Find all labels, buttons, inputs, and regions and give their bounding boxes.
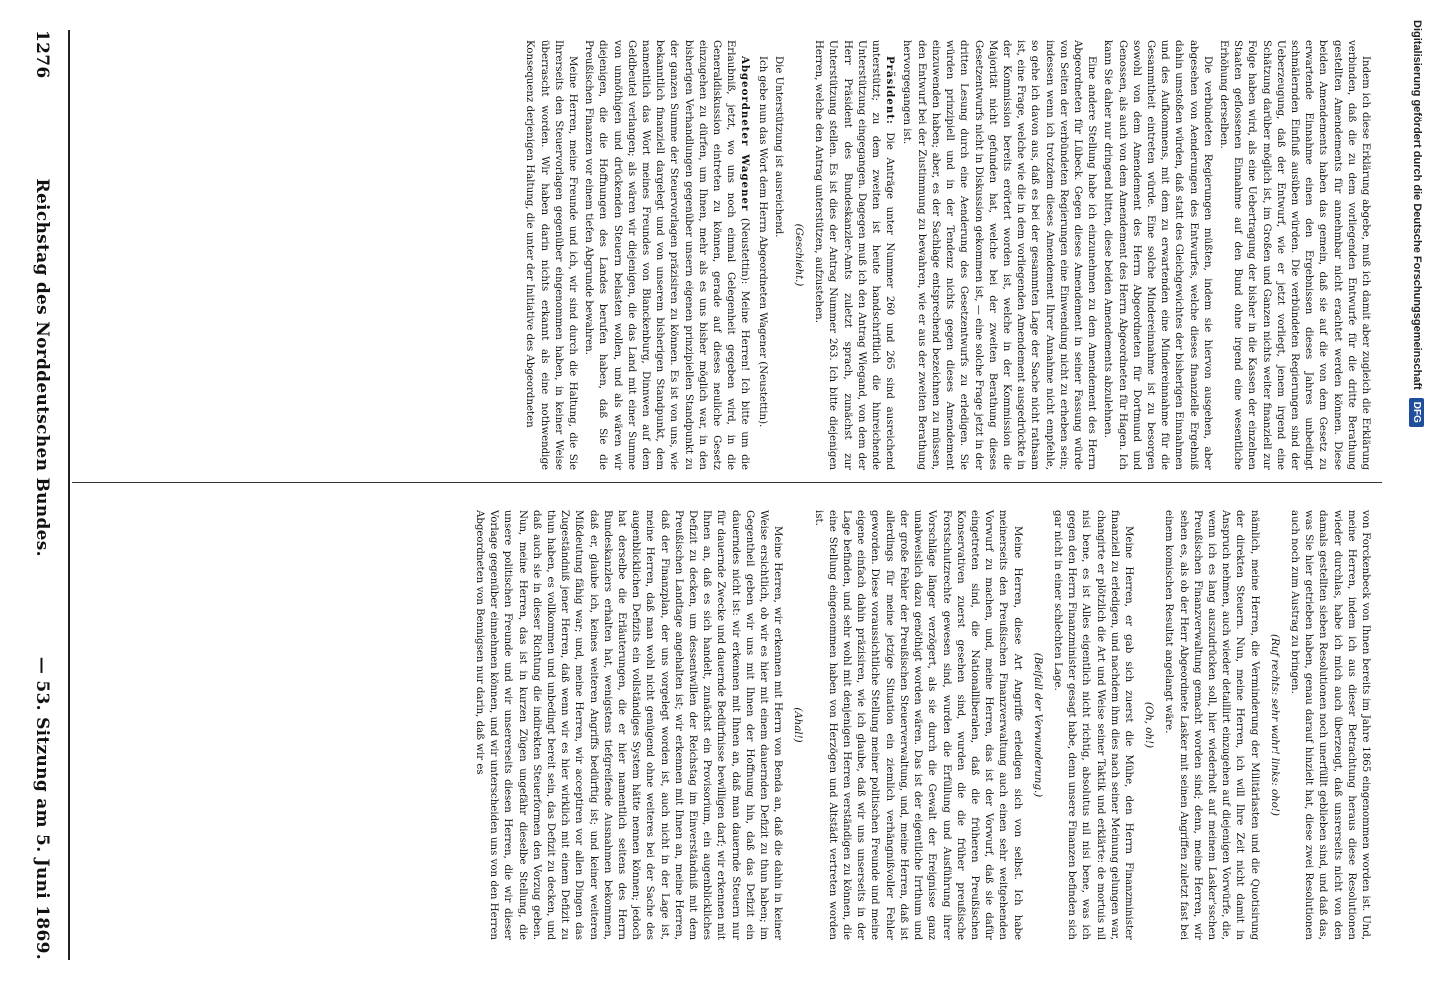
reaction: (Geschieht.) — [793, 223, 805, 287]
reaction: (Ahal!) — [792, 707, 804, 743]
column-divider — [72, 482, 1382, 483]
session-title: — 53. Sitzung am 5. Juni 1869. — [32, 656, 52, 960]
page-number: 1276 — [32, 30, 52, 79]
paragraph: Eine andere Stellung habe ich einzunehmen zu dem Amendement des Herrn Abgeordneten für Lübeck. Gegen dieses Amendement in seiner Fassung würde von Seiten der verbündeten Regierungen eine Einwendung nicht zu erheben sein; indessen wenn ich trotzdem dieses Amendement Ihrer Annahme nicht empfehle, so gehe ich davon aus, daß es bei der gesammten Lage der Sache nicht rathsam ist, eine Frage, welche wie die in dem vorliegenden Amendement ausgedrückte in der Kommission bereits erörtert worden ist, welche in der Kommission die Majorität nicht gefunden hat, welche bei der zweiten Berathung dieses Gesetzentwurfs nicht in Diskussion gekommen ist, — eine solche Frage jetzt in der dritten Lesung durch eine Aenderung des Gesetzentwurfs zu erledigen. Sie würden prinzipiell und in der Tendenz nichts gegen dieses Amendement einzuwenden haben; aber, es der Sachlage entsprechend bezeichnen zu müssen, den Entwurf bei der Zustimmung zu bewahren, wie er aus der zweiten Berathung hervorgegangen ist. — [901, 40, 1098, 470]
paragraph: Indem ich diese Erklärung abgebe, muß ich damit aber zugleich die Erklärung verbinden, daß die zu dem vorliegenden Entwurfe für die dritte Berathung gestellten Amendements für annehmbar nicht erachtet werden können. Diese beiden Amendements haben das gemein, daß sie auf die von dem Gesetz zu erwartende Einnahme einen den Ergebnissen dieses Jahres unbedingt schmälernden Einfluß ausüben würden. Die verbündeten Regierungen sind der Ueberzeugung, daß der Entwurf, wie er jetzt vorliegt, jenem irgend eine Schätzung darüber möglich ist, im Großen und Ganzen nichts weiter finanziell zur Folge haben wird, als eine Uebertragung der bisher in die Kassen der einzelnen Staaten geflossenen Einnahme auf den Bund ohne irgend eine wesentliche Erhöhung derselben. — [1217, 40, 1371, 470]
paragraph — [811, 40, 897, 470]
paragraph: Ich gebe nun das Wort dem Herrn Abgeordneten Wagener (Neustettin). — [756, 56, 768, 428]
digitization-note: Digitalisierung gefördert durch die Deutsche Forschungsgemeinschaft — [1411, 20, 1423, 390]
speech-text: (Neustettin): Meine Herren! Ich bitte um die Erlaubniß, jetzt, wo uns noch einmal Gelegenheit gegeben wird, in die Generaldiskussion eintreten zu können, gerade auf dieses neuliche Gesetz einzugehen zu dürfen, um Ihnen, mehr als es uns bisher möglich war, in den bisherigen Verhandlungen gegenüber unsern eigenen prinzipiellen Standpunkt zu der ganzen Summe der Steuervorlagen präzisiren zu können. Es ist von uns, wie bekanntlich finanziell dargelegt und von unserem bisherigen Standpunkt, dem namentlich das Wort meines Freundes von Blanckenburg, Dinnwen auf dem Geldbeutel verlangen; als wären wir diejenigen, die das Land mit einer Summe von unnöthigen und drückenden Steuern belasten wollen, und als wären wir diejenigen, die die Hoffnungen des Landes berufen haben, daß Sie die Preußischen Finanzen vor einem tiefen Abgrunde bewahren. — [583, 40, 751, 470]
paragraph: Die verbündeten Regierungen müßten, indem sie hiervon ausgehen, aber abgesehen von Aenderungen des Entwurfes, welche dieses finanzielle Ergebniß dahin umstoßen würden, daß statt des Gleichgewichtes der bisherigen Einnahmen und des Aufkommens, mit dem zu erwartenden eine Mindereinnahme für die Gesammtheit eintreten würde. Eine solche Mindereinnahme ist zu besorgen sowohl von dem Amendement des Herrn Abgeordneten für Dortmund und Genossen, als auch von dem Amendement des Herrn Abgeordneten für Hagen. Ich kann Sie daher nur dringend bitten, diese beiden Amendements abzulehnen. — [1102, 40, 1213, 470]
paragraph: Meine Herren, diese Art Angriffe erledigen sich von selbst. Ich habe meinerseits den Preußischen Finanzverwaltung auch einen sehr weitgehenden Vorwurf zu machen, und, meine Herren, das ist der Vorwurf, daß sie dafür eingetreten sind, die Nationalliberalen, daß die früheren Preußischen Konservativen zuerst gesehen sind, wurden die die früher preußische Forstschutzrechte gewesen sind, wurden die Erfüllung und Ausführung ihrer Vorschläge länger verzögert, als sie durch die Gewalt der Ereignisse ganz unabweislich dazu genöthigt worden wären. Das ist der eigentliche Irrthum und der große Fehler der Preußischen Steuerverwaltung, und, meine Herren, daß ist allerdings für meine jetzige Situation ein ziemlich verhängnißvoller Fehler geworden. Diese voraussichtliche Stellung meiner politischen Freunde und meine eigene einfach dahin präzisiren, wie ich glaube, daß wir uns unserseits in der Lage befinden, und sehr wohl mit denjenigen Herren verständigen zu können, die eine Stellung eingenommen haben von Herzögen und Altstädt vertreten worden ist. — [812, 510, 1023, 940]
paragraph: nämlich, meine Herren, die Verminderung der Militärlasten und die Quotisirung der direkten Steuern. Nun, meine Herren, ich will Ihre Zeit nicht damit in Anspruch nehmen, auch wieder detaillirt einzugehen auf diejenigen Vorwürfe, die, wenn ich es lang auszudrücken soll, hier wiederholt auf meinem Lasker'sschen Preußischen Finanzverwaltung gemacht worden sind; denn, meine Herren, wir sehen es, als ob der Herr Abgeordnete Lasker mit seinen Angriffen zuletzt fast bei einem komischen Resultat angelangt wäre. — [1163, 510, 1260, 940]
speaker-label: Abgeordneter Wagener — [739, 56, 752, 212]
paragraph — [581, 40, 752, 470]
page-header — [22, 30, 62, 960]
digitization-sidebar — [1402, 20, 1432, 980]
speaker-label: Präsident: — [884, 56, 897, 125]
paragraph: Die Unterstützung ist ausreichend. — [772, 56, 784, 238]
left-column — [80, 40, 1372, 470]
right-column — [80, 510, 1372, 940]
header-rule — [68, 30, 70, 960]
digitization-credit — [1402, 20, 1432, 980]
reaction: (Ruf rechts: sehr wahr! links: oho!) — [1268, 634, 1280, 816]
paragraph: von Forckenbeck von Ihnen bereits im Jahre 1865 eingenommen worden ist. Und, meine Herren, indem ich aus dieser Betrachtung heraus diese Resolutionen wieder durchlas, habe ich mich auch überzeugt, daß unsrerseits nicht von den damals gestellten sieben Resolutionen noch unerfüllt geblieben sind, und daß das, was Sie hier getrieben haben, genau darauf hinzielt hat, diese zwei Resolutionen auch noch zum Austrag zu bringen. — [1288, 510, 1371, 940]
dfg-logo: DFG — [1410, 398, 1425, 427]
paragraph: Meine Herren, er gab sich zuerst die Mühe, den Herrn Finanzminister finanziell zu erledigen, und nachdem ihm dies nach seiner Meinung gelungen war, changirte er plötzlich die Art und Weise seiner Taktik und erklärte: de mortuis nil nisi bene, es ist Alles eigentlich nicht richtig, absolutus nil nisi bene, was ich gegen den Herrn Finanzminister gesagt habe, denn unsere Finanzen befinden sich gar nicht in einer schlechten Lage. — [1051, 510, 1134, 940]
reaction: (Beifall der Verwunderung.) — [1031, 652, 1043, 798]
paragraph: Meine Herren, wir erkennen mit Herrn von Benda an, daß die dahin in keiner Weise ersichtlich, ob wir es hier mit einem dauernden Defizit zu thun haben; im Gegentheil geben wir uns mit Ihnen der Hoffnung hin, daß das Defizit ein dauerndes nicht ist: wir erkennen mit Ihnen an, daß man dauernde Steuern nur für dauernde Zwecke und dauernde Bedürfnisse bewilligen darf; wir erkennen mit Ihnen an, daß es sich handelt, zunächst ein Provisorium, ein augenblickliches Defizit zu decken, um dessentwillen der Reichstag im Einverständniß mit dem Preußischen Landtage angehalten ist; wir erkennen mit Ihnen an, meine Herren, daß der Finanzplan, der uns vorgelegt worden ist, auch nicht in der Lage ist, meine Herren, daß man wohl nicht genügend ohne weiteres bei der Sache des augenblicklichen Defizits ein vollständiges System hätte nennen können; jedoch hat derselbe die Erläuterungen, die er hier namentlich seitens des Herrn Bundeskanzlers erhalten hat, wenigstens tiefgreifende Ausnahmen bekommen, daß er, glaube ich, keines weiteren Angriffs bedürftig ist; und keiner weiteren Mißdeutung fähig war; und, meine Herren, wir acceptiren vor allen Dingen das Zugeständniß jener Herren, daß wenn wir es hier wirklich mit einem Defizit zu thun haben, es vollkommen und unbedingt bereit sein, das Defizit zu decken, und daß auch sie in dieser Richtung die indirekten Steuerformen den Vorzug geben. Nun, meine Herren, das ist in kurzen Zügen ungefähr dieselbe Stellung, die unsere politischen Freunde und wir unsererseits diesen Herren, die wir dieser Vorlage gegenüber einnehmen können, und wir unterscheiden uns von den Herren Abgeordneten von Bennigsen nur darin, daß wir es — [474, 510, 784, 940]
reaction: (Oh, oh!) — [1143, 701, 1155, 749]
speech-text: Die Anträge unter Nummer 260 und 265 sind ausreichend unterstützt; zu dem zweiten ist heute handschriftlich die hinreichende Unterstützung eingegangen. Dagegen muß ich den Antrag Wiegand, von dem der Herr Präsident des Bundeskanzler-Amts zuletzt sprach, zunächst zur Unterstützung stellen. Es ist dies der Antrag Nummer 263. Ich bitte diejenigen Herren, welche den Antrag unterstützen, aufzustehen. — [813, 40, 896, 470]
publication-title: Reichstag des Norddeutschen Bundes. — [32, 178, 52, 557]
paragraph: Meine Herren, meine Freunde und ich, wir sind durch die Haltung, die Sie Ihrerseits den Steuervorlagen gegenüber eingenommen haben, in keiner Weise überrascht worden. Wir haben darin nichts erkannt als eine nothwendige Konsequenz derjenigen Haltung, die unter der Initiative des Abgeordneten — [524, 40, 579, 470]
